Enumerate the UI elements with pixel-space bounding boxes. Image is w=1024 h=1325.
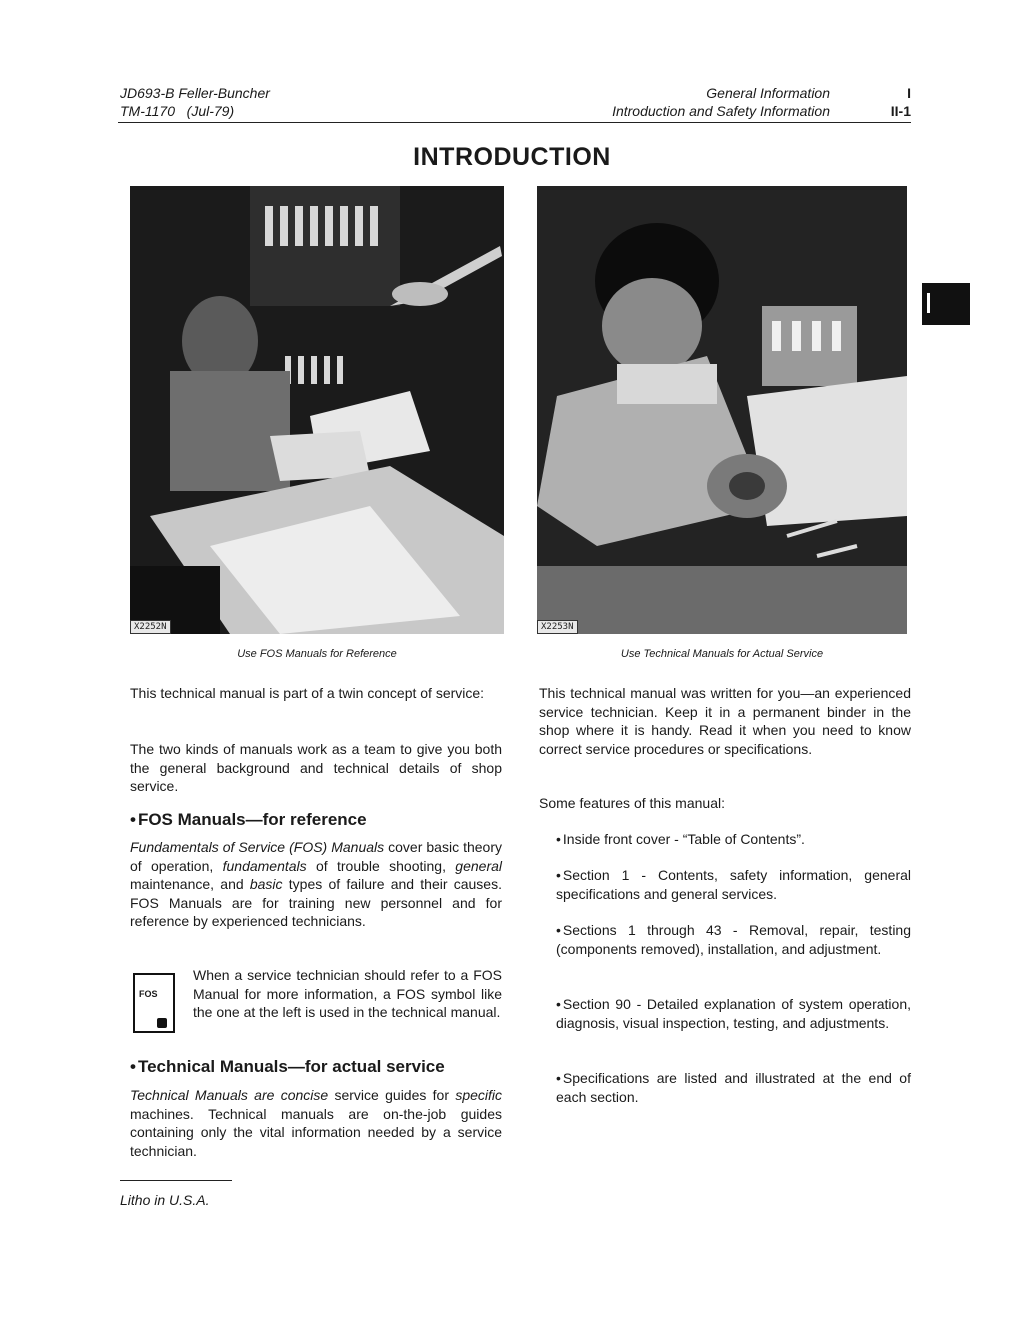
photo-technical-service — [537, 186, 907, 634]
photo-left-id: X2252N — [130, 620, 171, 634]
photo-fos-reference — [130, 186, 504, 634]
photo-fos-reference-image — [130, 186, 504, 634]
section-title: General Information — [706, 85, 830, 101]
team-paragraph: The two kinds of manuals work as a team to give you both the general background and technical details of shop service. — [130, 741, 502, 794]
fos-heading: • FOS Manuals—for reference — [130, 810, 367, 830]
section-tab-marker — [922, 283, 970, 325]
photo-right-caption: Use Technical Manuals for Actual Service — [620, 648, 824, 660]
feature-item: • Sections 1 through 43 - Removal, repair, testing (components removed), installation, and adjustment. — [556, 921, 911, 958]
page-title: INTRODUCTION — [413, 143, 611, 171]
features-intro: Some features of this manual: — [539, 795, 725, 811]
section-mark: I — [907, 85, 911, 101]
right-intro-paragraph: This technical manual was written for you—an experienced service technician. Keep it in a permanent binder in the shop where it is handy. Read it when you need to know correct service procedures or specifications. — [539, 685, 911, 757]
footer-rule — [120, 1180, 232, 1181]
page-number: II-1 — [890, 103, 911, 119]
fos-symbol-icon — [133, 973, 175, 1033]
doc-number-date: TM-1170 (Jul-79) — [120, 103, 235, 119]
header-rule — [118, 122, 911, 123]
subsection-title: Introduction and Safety Information — [612, 103, 830, 119]
doc-model: JD693-B Feller-Buncher — [120, 85, 270, 101]
photo-technical-service-image — [537, 186, 907, 634]
fos-symbol-label: FOS — [139, 989, 158, 999]
fos-term: Fundamentals of Service (FOS) Manuals — [130, 839, 385, 855]
technical-manuals-heading: • Technical Manuals—for actual service — [130, 1057, 502, 1077]
fos-paragraph: Fundamentals of Service (FOS) Manuals cover basic theory of operation, fundamentals of trouble shooting, general maintenance, and basic types of failure and their causes. FOS Manuals are for training new personnel and for reference by experienced technicians. — [130, 839, 502, 929]
footer-imprint: Litho in U.S.A. — [120, 1192, 210, 1208]
fos-symbol-paragraph: When a service technician should refer to a FOS Manual for more information, a FOS symbol like the one at the left is used in the technical manual. — [193, 967, 502, 1020]
photo-right-id: X2253N — [537, 620, 578, 634]
intro-paragraph: This technical manual is part of a twin concept of service: — [130, 685, 485, 701]
photo-left-caption: Use FOS Manuals for Reference — [237, 648, 397, 660]
feature-item: • Section 90 - Detailed explanation of system operation, diagnosis, visual inspection, testing, and adjustments. — [556, 995, 911, 1032]
feature-item: • Specifications are listed and illustrated at the end of each section. — [556, 1069, 911, 1106]
technical-manuals-paragraph: Technical Manuals are concise service guides for specific machines. Technical manuals are on-the-job guides containing only the vital information needed by a service technician. — [130, 1087, 502, 1159]
feature-item: • Inside front cover - “Table of Contents”. — [556, 830, 911, 849]
feature-item: • Section 1 - Contents, safety information, general specifications and general services. — [556, 866, 911, 903]
